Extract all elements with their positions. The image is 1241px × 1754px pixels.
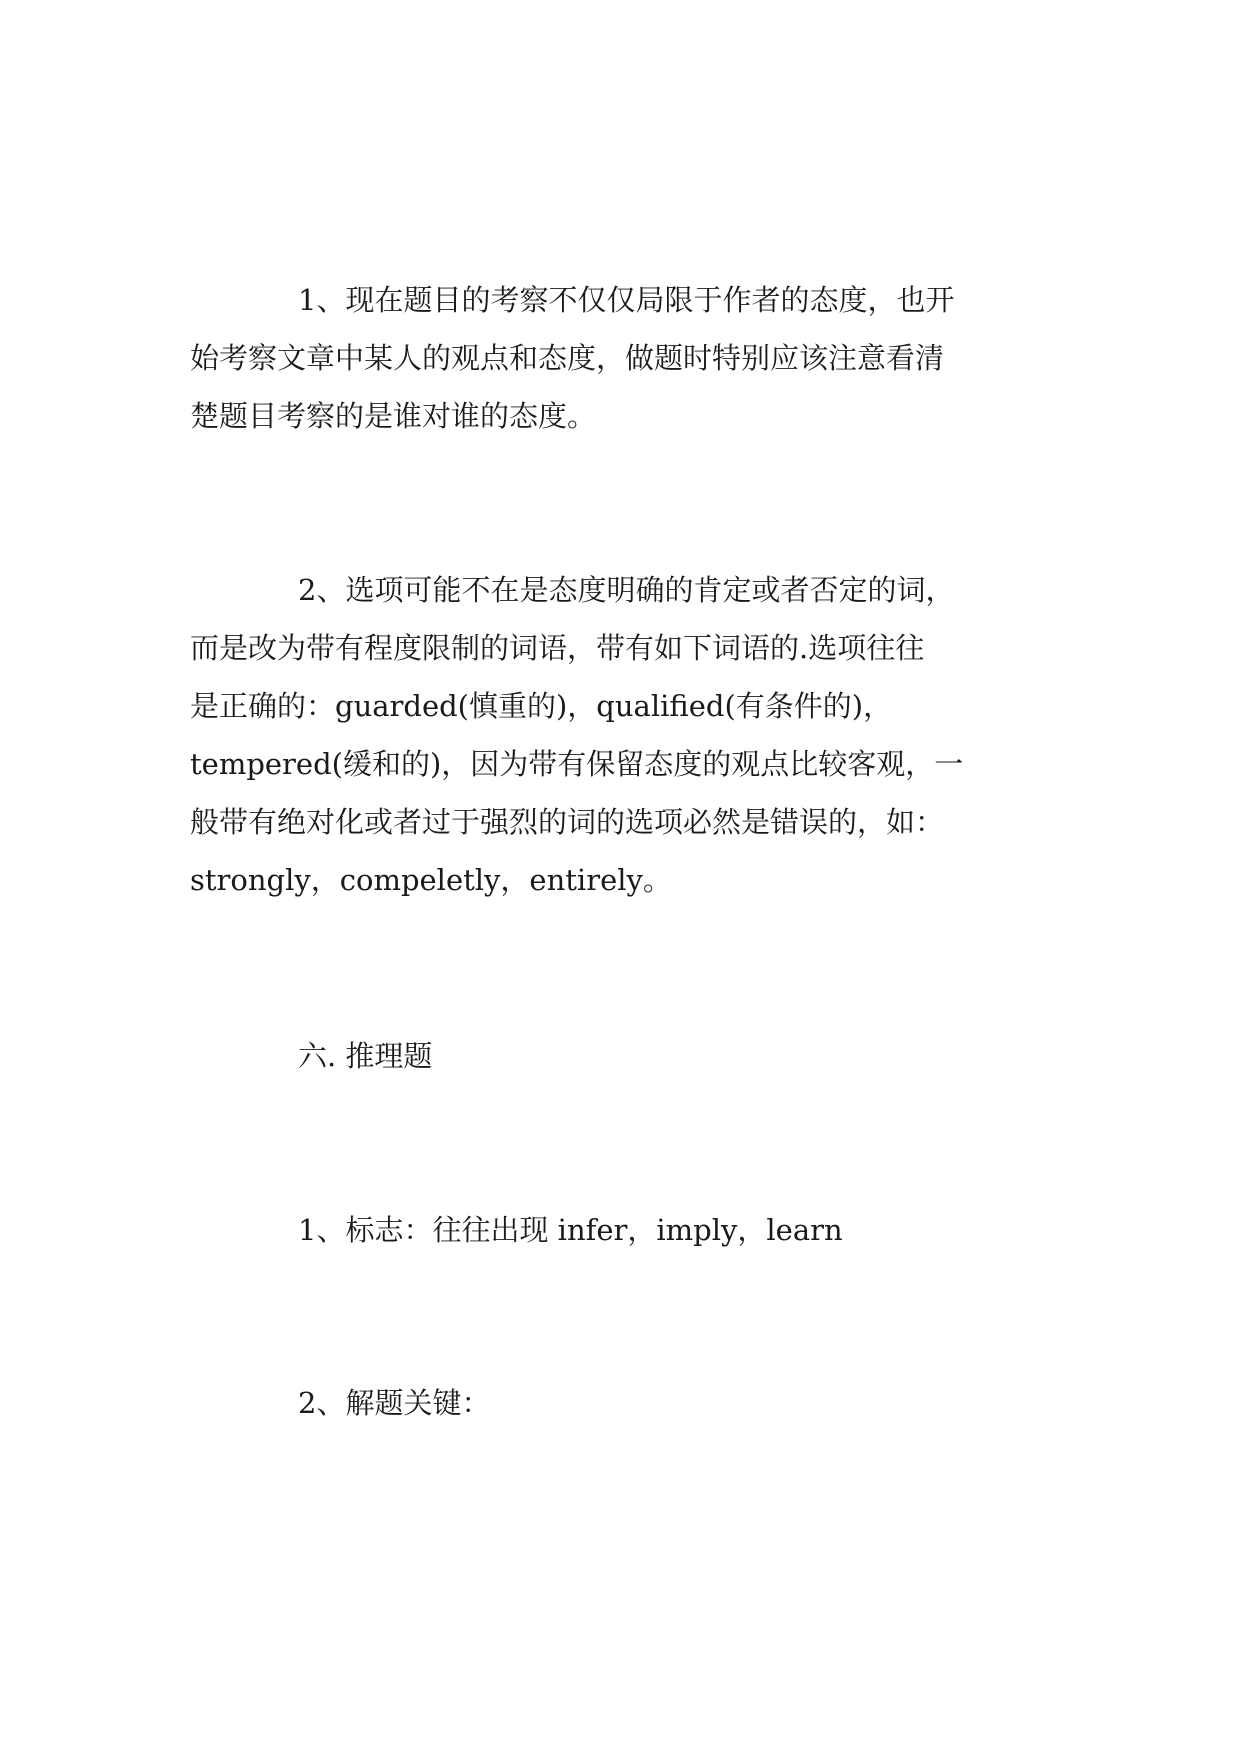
text-line: 2、选项可能不在是态度明确的肯定或者否定的词， (298, 573, 955, 607)
text-line: 1、现在题目的考察不仅仅局限于作者的态度，也开 (298, 283, 955, 317)
list-item-key-points: 2、解题关键： (298, 1386, 491, 1420)
text-line: 般带有绝对化或者过于强烈的词的选项必然是错误的，如： (190, 805, 945, 839)
text-line: 始考察文章中某人的观点和态度，做题时特别应该注意看清 (190, 341, 945, 375)
text-line: strongly，compeletly，entirely。 (190, 863, 672, 897)
paragraph-attitude-scope (190, 271, 1060, 445)
section-heading: 六. 推理题 (298, 1039, 433, 1073)
list-item-markers: 1、标志：往往出现 infer，imply，learn (298, 1213, 843, 1247)
text-line: tempered(缓和的)，因为带有保留态度的观点比较客观，一 (190, 747, 964, 781)
paragraph-option-wording (190, 561, 1060, 909)
text-line: 而是改为带有程度限制的词语，带有如下词语的.选项往往 (190, 631, 925, 665)
text-line: 楚题目考察的是谁对谁的态度。 (190, 399, 597, 433)
text-line: 是正确的：guarded(慎重的)，qualified(有条件的)， (190, 689, 893, 723)
